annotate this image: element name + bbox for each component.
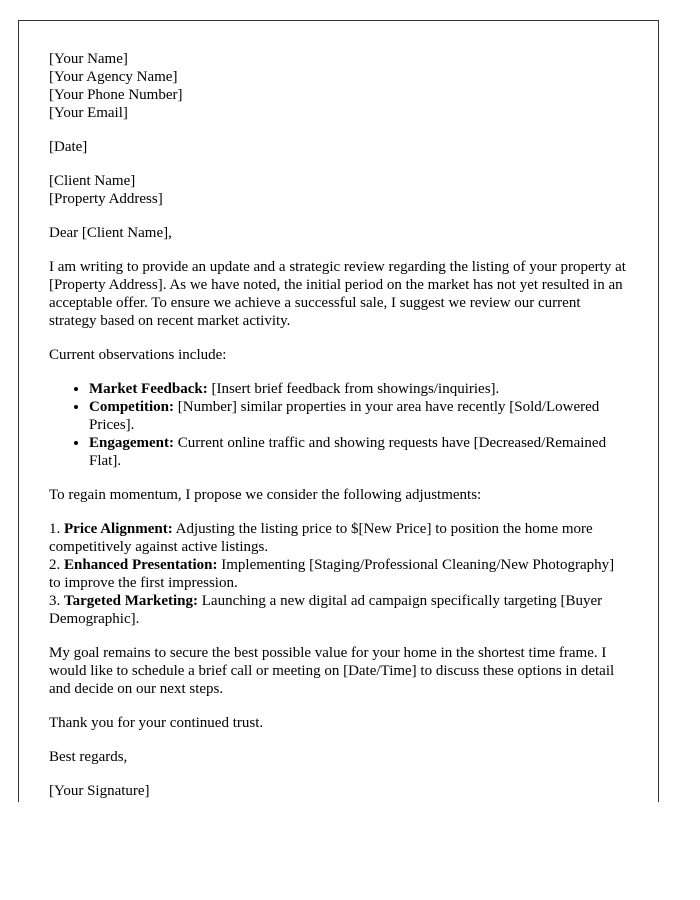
item-text: [Insert brief feedback from showings/inquiries]. [207, 381, 500, 397]
item-label: Targeted Marketing: [64, 593, 199, 609]
item-number: 3. [49, 593, 64, 609]
item-label: Enhanced Presentation: [64, 557, 218, 573]
goal-paragraph: My goal remains to secure the best possible value for your home in the shortest time frame. I would like to schedule a brief call or meeting on [Date/Time] to discuss these options in detail and decide on our next steps. [49, 645, 615, 697]
observations-list [49, 380, 626, 470]
intro-paragraph: I am writing to provide an update and a strategic review regarding the listing of your property at [Property Address]. As we have noted, the initial period on the market has not yet resulted in an acceptable offer. To ensure we achieve a successful sale, I suggest we review our current strategy based on recent market activity. [49, 259, 626, 329]
recipient-block [49, 172, 626, 208]
letter-page [18, 20, 659, 802]
list-item [89, 380, 626, 398]
recipient-address: [Property Address] [49, 191, 163, 207]
recipient-name: [Client Name] [49, 173, 136, 189]
thanks-line: Thank you for your continued trust. [49, 715, 264, 731]
item-label: Price Alignment: [64, 521, 173, 537]
item-number: 1. [49, 521, 64, 537]
item-number: 2. [49, 557, 64, 573]
item-label: Engagement: [89, 435, 174, 451]
item-text: Implementing [Staging/Professional Cleaning/New Photography] to improve the first impression. [49, 557, 615, 591]
adjustments-list [49, 520, 626, 628]
sender-name: [Your Name] [49, 51, 128, 67]
item-text: [Number] similar properties in your area have recently [Sold/Lowered Prices]. [89, 399, 600, 433]
sender-email: [Your Email] [49, 105, 128, 121]
sender-block [49, 50, 626, 122]
list-item [89, 398, 626, 434]
closing-line: Best regards, [49, 749, 128, 765]
item-text: Adjusting the listing price to $[New Price] to position the home more competitively against active listings. [49, 521, 593, 555]
observations-heading: Current observations include: [49, 347, 227, 363]
item-text: Launching a new digital ad campaign specifically targeting [Buyer Demographic]. [49, 593, 603, 627]
sender-phone: [Your Phone Number] [49, 87, 183, 103]
letter-date: [Date] [49, 139, 88, 155]
salutation: Dear [Client Name], [49, 225, 172, 241]
item-label: Competition: [89, 399, 174, 415]
list-item [89, 434, 626, 470]
item-label: Market Feedback: [89, 381, 208, 397]
item-text: Current online traffic and showing requests have [Decreased/Remained Flat]. [89, 435, 607, 469]
sender-agency: [Your Agency Name] [49, 69, 178, 85]
signature-line: [Your Signature] [49, 783, 150, 799]
adjustments-heading: To regain momentum, I propose we consider the following adjustments: [49, 487, 482, 503]
